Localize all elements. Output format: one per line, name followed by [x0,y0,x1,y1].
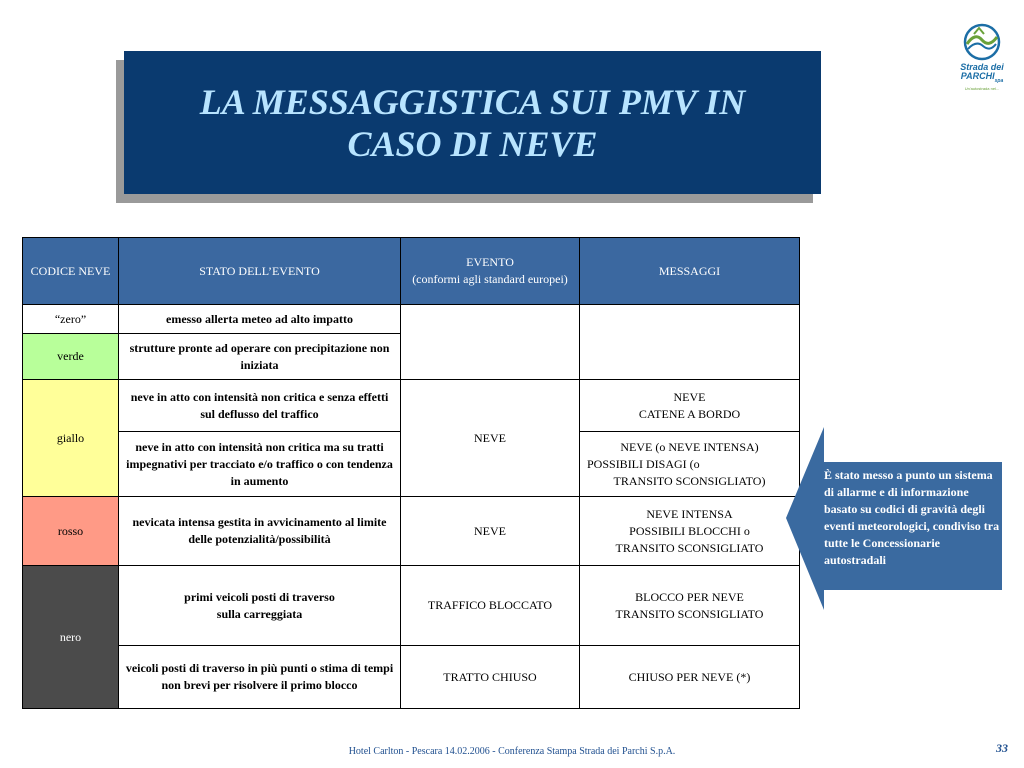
event-nero-b: TRATTO CHIUSO [401,646,580,709]
header-codice: CODICE NEVE [23,238,119,305]
code-zero: “zero” [23,305,119,334]
code-rosso: rosso [23,497,119,566]
state-rosso: nevicata intensa gestita in avvicinamento al limite delle potenzialità/possibilità [119,497,401,566]
state-nero-b: veicoli posti di traverso in più punti o stima di tempi non brevi per risolvere il primo blocco [119,646,401,709]
table-header-row [23,238,800,305]
snow-messages-table [22,237,800,709]
callout-text: È stato messo a punto un sistema di allarme e di informazione basato su codici di gravità degli eventi meteorologici, condiviso tra tutte le Concessionarie autostradali [824,468,1000,567]
event-giallo: NEVE [401,380,580,497]
message-empty [580,305,800,380]
header-messaggi: MESSAGGI [580,238,800,305]
code-nero: nero [23,566,119,709]
footer-text: Hotel Carlton - Pescara 14.02.2006 - Conferenza Stampa Strada dei Parchi S.p.A. [348,746,676,757]
message-giallo-a: NEVE CATENE A BORDO [580,380,800,432]
state-giallo-a: neve in atto con intensità non critica e senza effetti sul deflusso del traffico [119,380,401,432]
code-giallo: giallo [23,380,119,497]
logo-brand: Strada dei $PARCHI_{spa}$ [960,62,1004,84]
event-nero-a: TRAFFICO BLOCCATO [401,566,580,646]
message-nero-a: BLOCCO PER NEVE TRANSITO SCONSIGLIATO [580,566,800,646]
message-rosso: NEVE INTENSA POSSIBILI BLOCCHI o TRANSITO SCONSIGLIATO [580,497,800,566]
state-zero: emesso allerta meteo ad alto impatto [119,305,401,334]
page-title: LA MESSAGGISTICA SUI PMV IN CASO DI NEVE [199,81,746,164]
table-row [23,380,800,432]
logo-tagline: Un'autostrada nel... [964,85,1000,91]
message-giallo-b: NEVE (o NEVE INTENSA) POSSIBILI DISAGI (o TRANSITO SCONSIGLIATO) [580,432,800,497]
state-giallo-b: neve in atto con intensità non critica ma su tratti impegnativi per tracciato e/o traffico o con tendenza in aumento [119,432,401,497]
table-row [23,566,800,646]
header-stato: STATO DELL’EVENTO [119,238,401,305]
event-empty [401,305,580,380]
code-verde: verde [23,334,119,380]
logo-mark-icon [962,22,1002,62]
company-logo [950,22,1014,91]
table-row [23,305,800,334]
header-evento: EVENTO (conformi agli standard europei) [401,238,580,305]
table-row [23,497,800,566]
state-nero-a: primi veicoli posti di traverso sulla carreggiata [119,566,401,646]
message-nero-b: CHIUSO PER NEVE (*) [580,646,800,709]
title-box [124,51,821,194]
info-callout [786,427,1003,610]
page-number: 33 [996,741,1008,755]
table-row [23,646,800,709]
state-verde: strutture pronte ad operare con precipitazione non iniziata [119,334,401,380]
event-rosso: NEVE [401,497,580,566]
